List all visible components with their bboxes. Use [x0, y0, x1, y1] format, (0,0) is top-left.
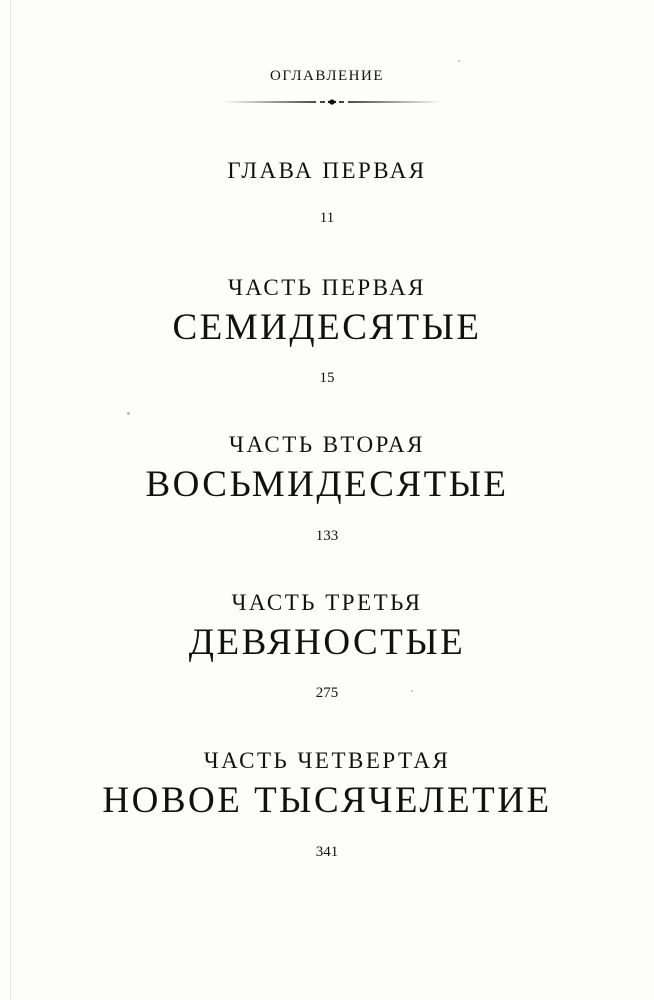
part-four-title: НОВОЕ ТЫСЯЧЕЛЕТИЕ	[102, 780, 552, 821]
part-one-page: 15	[319, 370, 335, 386]
part-three-label: ЧАСТЬ ТРЕТЬЯ	[231, 590, 423, 615]
chapter-one-page: 11	[319, 210, 335, 226]
part-one-label: ЧАСТЬ ПЕРВАЯ	[227, 275, 427, 300]
chapter-one-label: ГЛАВА ПЕРВАЯ	[227, 158, 427, 183]
paper-speck	[127, 412, 130, 415]
paper-speck	[458, 60, 460, 62]
part-one-title: СЕМИДЕСЯТЫЕ	[172, 307, 482, 348]
part-three-title: ДЕВЯНОСТЫЕ	[188, 622, 466, 663]
part-four-page: 341	[315, 844, 339, 860]
part-two-title: ВОСЬМИДЕСЯТЫЕ	[145, 464, 509, 505]
paper-speck	[411, 690, 413, 692]
ornament-divider	[220, 95, 444, 109]
part-three-page: 275	[315, 685, 339, 701]
part-two-page: 133	[315, 528, 339, 544]
part-two-label: ЧАСТЬ ВТОРАЯ	[229, 432, 425, 457]
part-four-label: ЧАСТЬ ЧЕТВЕРТАЯ	[203, 748, 451, 773]
toc-title: ОГЛАВЛЕНИЕ	[270, 68, 384, 84]
